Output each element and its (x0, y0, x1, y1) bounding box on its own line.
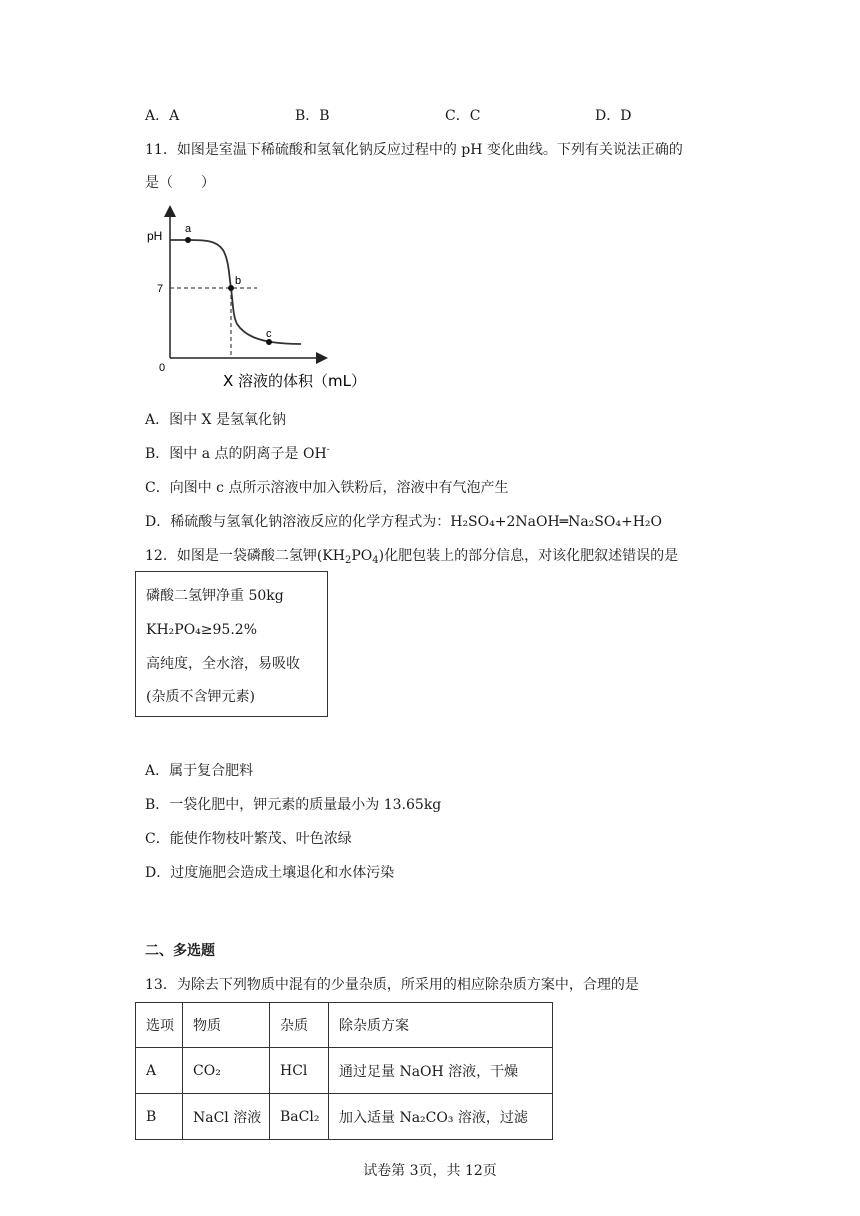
q10-option-b: B．B (295, 108, 330, 124)
q12-stem-sub-4: 4 (372, 555, 379, 566)
point-a-marker (185, 237, 191, 243)
row-a-option: A (136, 1048, 183, 1094)
q11-option-d-prefix: D．稀硫酸与氢氧化钠溶液反应的化学方程式为： (145, 514, 451, 530)
row-a-impurity: HCl (270, 1048, 329, 1094)
q13-stem: 13．为除去下列物质中混有的少量杂质，所采用的相应除杂质方案中，合理的是 (145, 977, 639, 993)
q13-table (135, 1002, 553, 1140)
q11-option-b (145, 444, 330, 464)
q12-stem-sub-2: 2 (344, 555, 352, 566)
box-line-1: 磷酸二氢钾净重 50kg (146, 588, 284, 604)
page-footer: 试卷第 3页，共 12页 (363, 1163, 497, 1179)
q11-stem-line2: 是（ ） (145, 175, 215, 191)
ph-curve-figure (145, 200, 395, 395)
point-c-label: c (266, 328, 272, 340)
box-line-2: KH₂PO₄≥95.2% (146, 622, 257, 638)
q12-option-a: A．属于复合肥料 (145, 763, 254, 779)
q11-option-d (145, 512, 662, 532)
section-heading-multiple-choice: 二、多选题 (145, 943, 215, 959)
q12-stem-mid: PO (351, 548, 373, 564)
point-b-label: b (235, 275, 242, 287)
table-row (136, 1048, 553, 1094)
row-b-method: 加入适量 Na₂CO₃ 溶液，过滤 (329, 1094, 553, 1140)
header-cell-option: 选项 (136, 1003, 183, 1048)
q11-option-b-charge: - (326, 445, 330, 455)
header-cell-method: 除杂质方案 (329, 1003, 553, 1048)
point-b-marker (228, 285, 234, 291)
header-cell-impurity: 杂质 (270, 1003, 329, 1048)
row-b-impurity: BaCl₂ (270, 1094, 329, 1140)
q12-option-d: D．过度施肥会造成土壤退化和水体污染 (145, 865, 395, 881)
q11-option-c: C．向图中 c 点所示溶液中加入铁粉后，溶液中有气泡产生 (145, 480, 509, 496)
table-header-row (136, 1003, 553, 1048)
fertilizer-label-box (135, 571, 328, 717)
y-tick-7: 7 (157, 283, 164, 295)
header-cell-substance: 物质 (183, 1003, 270, 1048)
q11-stem-line1: 11．如图是室温下稀硫酸和氢氧化钠反应过程中的 pH 变化曲线。下列有关说法正确的 (145, 142, 683, 158)
row-b-option: B (136, 1094, 183, 1140)
q10-option-d: D．D (595, 108, 632, 124)
origin-label: 0 (159, 362, 166, 374)
q10-option-c: C．C (445, 108, 481, 124)
table-row (136, 1094, 553, 1140)
box-line-4: (杂质不含钾元素) (146, 689, 255, 705)
q12-stem-prefix: 12．如图是一袋磷酸二氢钾(KH (145, 548, 345, 564)
ph-curve (170, 240, 301, 344)
row-a-method: 通过足量 NaOH 溶液，干燥 (329, 1048, 553, 1094)
y-axis-label: pH (147, 229, 163, 243)
point-a-label: a (185, 223, 192, 235)
q12-option-c: C．能使作物枝叶繁茂、叶色浓绿 (145, 831, 352, 847)
box-line-3: 高纯度，全水溶，易吸收 (146, 656, 300, 672)
q12-stem (145, 546, 678, 566)
q12-stem-suffix: )化肥包装上的部分信息，对该化肥叙述错误的是 (378, 548, 679, 564)
q11-option-d-formula: H₂SO₄+2NaOH═Na₂SO₄+H₂O (450, 514, 663, 530)
q11-option-b-text: B．图中 a 点的阴离子是 OH (145, 446, 327, 462)
q10-option-a: A．A (145, 108, 180, 124)
row-b-substance: NaCl 溶液 (183, 1094, 270, 1140)
row-a-substance: CO₂ (183, 1048, 270, 1094)
x-axis-label: X 溶液的体积（mL） (223, 372, 367, 390)
q11-option-a: A．图中 X 是氢氧化钠 (145, 412, 286, 428)
q12-option-b: B．一袋化肥中，钾元素的质量最小为 13.65kg (145, 797, 442, 813)
